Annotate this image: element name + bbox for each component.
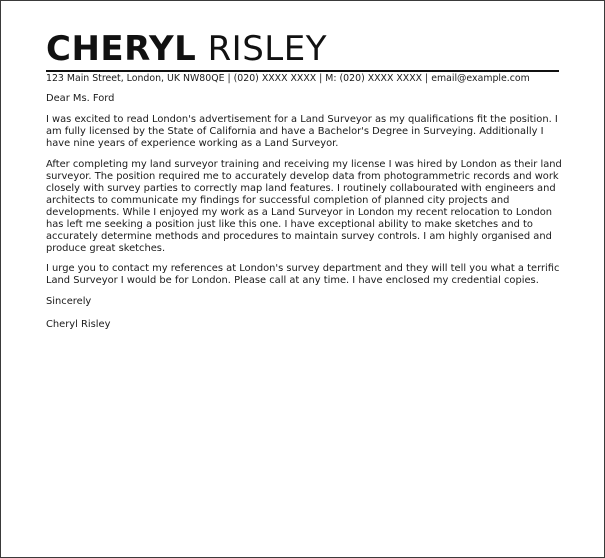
last-name: RISLEY — [207, 29, 327, 69]
header-divider — [46, 70, 559, 72]
paragraph-3: I urge you to contact my references at London's survey department and they will tell you what a terrific Land Surveyor I would be for London. Please call at any time. I have enclosed my credential copies. — [46, 263, 560, 286]
letter-body — [46, 93, 566, 339]
applicant-name — [46, 29, 327, 69]
paragraph-1: I was excited to read London's advertisement for a Land Surveyor as my qualifications fit the position. I am fully licensed by the State of California and have a Bachelor's Degree in Surveying. Additionally I have nine years of experience working as a Land Surveyor. — [46, 114, 558, 149]
contact-line: 123 Main Street, London, UK NW80QE | (020) XXXX XXXX | M: (020) XXXX XXXX | email@example.com — [46, 73, 530, 84]
salutation: Dear Ms. Ford — [46, 93, 115, 104]
closing: Sincerely — [46, 295, 92, 307]
first-name: CHERYL — [46, 29, 197, 69]
paragraph-2: After completing my land surveyor training and receiving my license I was hired by London as their land surveyor. The position required me to accurately develop data from photogrammetric records and work closely with survey parties to correctly map land features. I routinely collabourated with engineers and architects to communicate my findings for successful completion of planned city projects and developments. While I enjoyed my work as a Land Surveyor in London my recent relocation to London has left me seeking a position just like this one. I have exceptional ability to make sketches and to accurately determine methods and procedures to maintain survey controls. I am highly organised and produce great sketches. — [46, 158, 562, 254]
signature: Cheryl Risley — [46, 318, 111, 330]
